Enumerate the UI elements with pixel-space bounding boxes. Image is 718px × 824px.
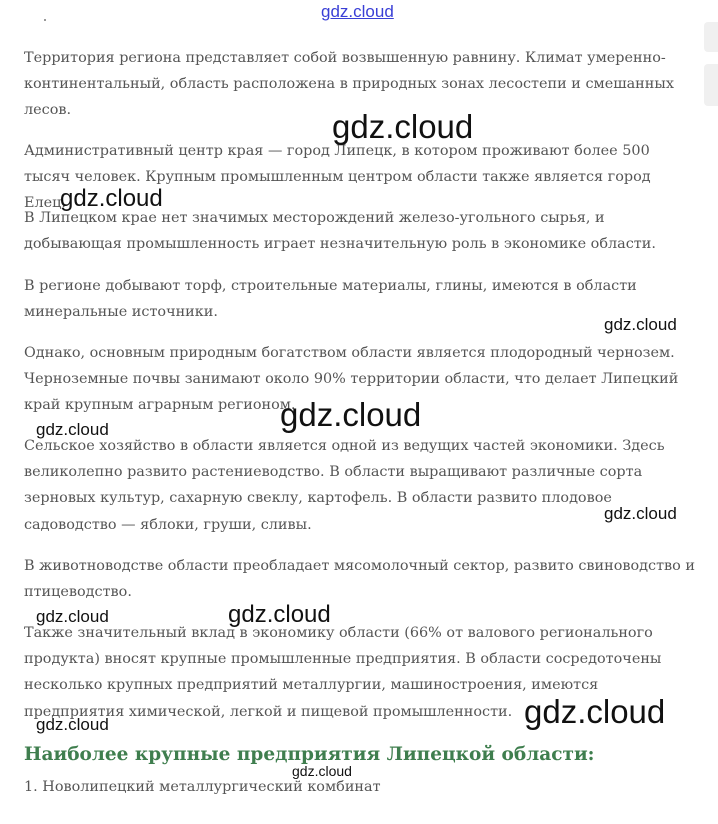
watermark: gdz.cloud [36, 715, 109, 734]
watermark: gdz.cloud [36, 420, 109, 439]
paragraph: Также значительный вклад в экономику области (66% от валового регионального продукта) вносят крупные промышленные предприятия. В области сосредоточены несколько крупных предприятий металлургии, машиностроения, имеются предприятия химической, легкой и пищевой промышленности. [24, 625, 662, 720]
paragraph: Сельское хозяйство в области является одной из ведущих частей экономики. Здесь великолепно развито растениеводство. В области выращивают различные сорта зерновых культур, сахарную свеклу, картофель. В области развито плодовое садоводство — яблоки, груши, сливы. [24, 438, 665, 533]
paragraph: Однако, основным природным богатством области является плодородный чернозем. Черноземные почвы занимают около 90% территории области, что делает Липецкий край крупным аграрным регионом. [24, 345, 679, 414]
watermark: gdz.cloud [604, 315, 677, 334]
site-link[interactable]: gdz.cloud [321, 2, 394, 21]
watermark: gdz.cloud [36, 607, 109, 626]
watermark: gdz.cloud [280, 396, 422, 433]
watermark: gdz.cloud [604, 504, 677, 523]
watermark: gdz.cloud [228, 601, 331, 628]
paragraph: Административный центр края — город Липецк, в котором проживают более 500 тысяч человек. Крупным промышленным центром области также является город Елец. [24, 143, 651, 212]
paragraph: В Липецком крае нет значимых месторождений железо-угольного сырья, и добывающая промышленность играет незначительную роль в экономике области. [24, 210, 656, 253]
side-tab[interactable] [704, 64, 718, 106]
paragraph: Территория региона представляет собой возвышенную равнину. Климат умеренно-континентальный, область расположена в природных зонах лесостепи и смешанных лесов. [24, 50, 674, 119]
paragraph: В животноводстве области преобладает мясомолочный сектор, развито свиноводство и птицеводство. [24, 558, 695, 601]
watermark: gdz.cloud [60, 185, 163, 212]
decorative-dot [44, 19, 46, 21]
side-tab[interactable] [704, 22, 718, 52]
watermark: gdz.cloud [332, 108, 474, 145]
list-item: 1. Новолипецкий металлургический комбинат [24, 779, 381, 795]
watermark: gdz.cloud [524, 693, 666, 730]
section-heading: Наиболее крупные предприятия Липецкой области: [24, 744, 595, 765]
watermark: gdz.cloud [292, 763, 352, 779]
paragraph: В регионе добывают торф, строительные материалы, глины, имеются в области минеральные источники. [24, 278, 637, 321]
